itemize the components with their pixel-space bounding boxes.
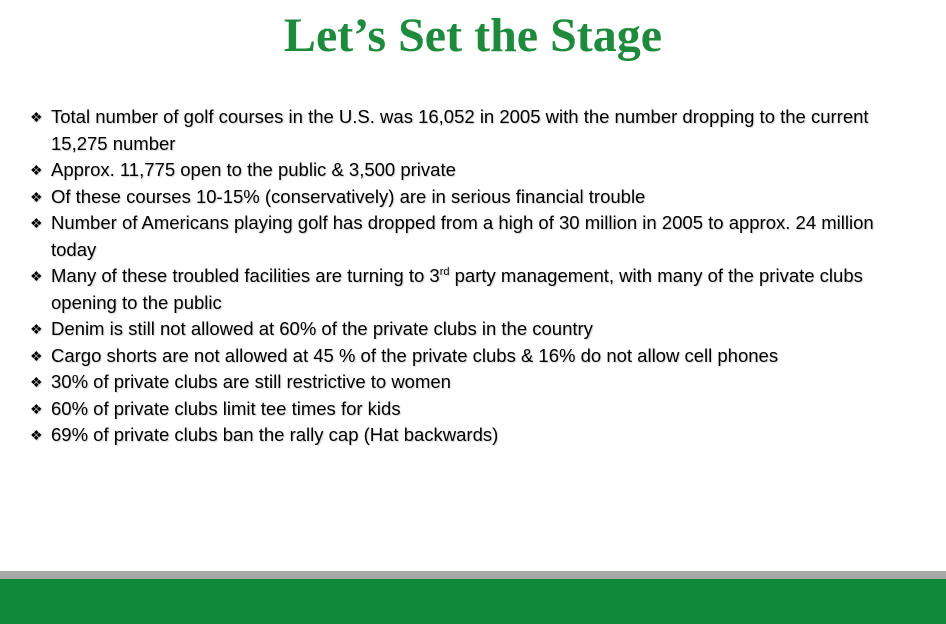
bullet-text: 69% of private clubs ban the rally cap (Hat backwards) bbox=[51, 424, 499, 445]
bullet-item bbox=[30, 157, 910, 184]
diamond-bullet-icon: ❖ bbox=[30, 109, 43, 125]
footer-gray-stripe bbox=[0, 571, 946, 579]
footer-green-band bbox=[0, 579, 946, 624]
bullet-text-before: Many of these troubled facilities are turning to 3 bbox=[51, 265, 440, 286]
bullet-text-after: party management, with many of the private clubs opening to the public bbox=[51, 265, 863, 313]
diamond-bullet-icon: ❖ bbox=[30, 321, 43, 337]
bullet-text: 30% of private clubs are still restrictive to women bbox=[51, 371, 451, 392]
bullet-item bbox=[30, 104, 910, 157]
bullet-item bbox=[30, 422, 910, 449]
bullet-text: Total number of golf courses in the U.S. was 16,052 in 2005 with the number dropping to the current 15,275 number bbox=[51, 106, 869, 154]
bullet-item bbox=[30, 316, 910, 343]
bullet-item bbox=[30, 263, 910, 316]
bullet-text: Denim is still not allowed at 60% of the private clubs in the country bbox=[51, 318, 593, 339]
bullet-item bbox=[30, 210, 910, 263]
diamond-bullet-icon: ❖ bbox=[30, 215, 43, 231]
diamond-bullet-icon: ❖ bbox=[30, 374, 43, 390]
bullet-text: Of these courses 10-15% (conservatively) are in serious financial trouble bbox=[51, 185, 646, 207]
bullet-text: Cargo shorts are not allowed at 45 % of the private clubs & 16% do not allow cell phones bbox=[51, 344, 779, 366]
diamond-bullet-icon: ❖ bbox=[30, 188, 43, 205]
bullet-text: Number of Americans playing golf has dropped from a high of 30 million in 2005 to approx. 24 million today bbox=[51, 212, 874, 260]
diamond-bullet-icon: ❖ bbox=[30, 268, 43, 284]
bullet-list bbox=[30, 104, 910, 449]
diamond-bullet-icon: ❖ bbox=[30, 427, 43, 443]
bullet-text: 60% of private clubs limit tee times for kids bbox=[51, 397, 401, 419]
bullet-item bbox=[30, 343, 910, 370]
diamond-bullet-icon: ❖ bbox=[30, 162, 43, 178]
bullet-item bbox=[30, 369, 910, 396]
ordinal-superscript: rd bbox=[439, 265, 450, 278]
slide-title: Let’s Set the Stage bbox=[283, 9, 663, 62]
diamond-bullet-icon: ❖ bbox=[30, 400, 43, 417]
bullet-item bbox=[30, 184, 910, 211]
bullet-text: Approx. 11,775 open to the public & 3,500 private bbox=[51, 159, 456, 180]
bullet-item bbox=[30, 396, 910, 423]
bullet-text bbox=[51, 263, 910, 316]
diamond-bullet-icon: ❖ bbox=[30, 347, 43, 364]
